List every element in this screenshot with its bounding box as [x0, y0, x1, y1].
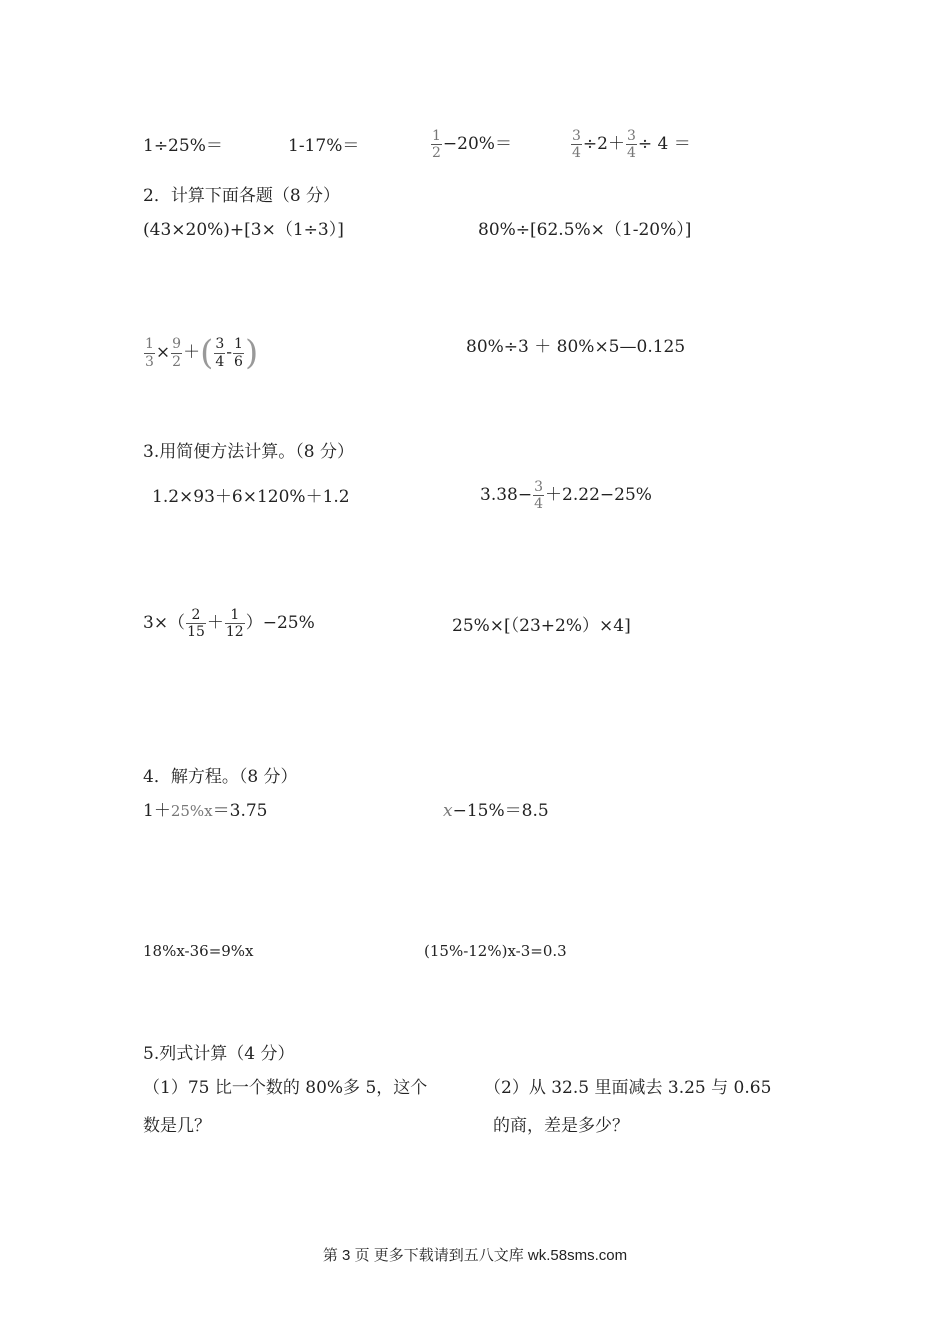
fraction: $\frac{3}{4}$	[534, 479, 544, 513]
section-2-problem-1: (43×20%)+[3×（1÷3）]	[143, 220, 344, 240]
fraction: $\frac{1}{3}$	[145, 336, 154, 370]
section-5-title: 5.列式计算（4 分）	[143, 1044, 295, 1064]
page-footer: 第 3 页 更多下载请到五八文库 wk.58sms.com	[322, 1247, 628, 1264]
section-2-problem-2: 80%÷[62.5%×（1-20%）]	[478, 220, 692, 240]
section-4-title: 4．解方程。（8 分）	[143, 767, 298, 787]
fraction: $\frac{3}{4}$	[572, 128, 581, 162]
fraction: $\frac{1}{2}$	[432, 128, 441, 162]
section-5-question-1-line-2: 数是几？	[143, 1116, 211, 1136]
problem-1-d: $\frac{3}{4}$ ÷2＋ $\frac{3}{4}$ ÷ 4 ＝	[572, 128, 691, 162]
section-5-question-1-line-1: （1）75 比一个数的 80%多 5，这个	[143, 1078, 428, 1098]
section-3-problem-2: 3.38− $\frac{3}{4}$ ＋2.22−25%	[480, 479, 652, 513]
section-2-problem-3: $\frac{1}{3}$ × $\frac{9}{2}$ ＋( $\frac{3}{4}$ - $\frac{1}{6}$ )	[145, 333, 259, 373]
fraction: $\frac{1}{12}$	[225, 607, 244, 641]
right-paren: )	[244, 333, 259, 373]
section-3-title: 3.用简便方法计算。（8 分）	[143, 442, 354, 462]
section-5-question-2-line-1: （2）从 32.5 里面减去 3.25 与 0.65	[484, 1078, 772, 1098]
fraction: $\frac{1}{6}$	[234, 336, 243, 370]
section-4-problem-4: (15%-12%)x-3=0.3	[424, 942, 567, 960]
section-4-problem-1: 1＋25%x＝3.75	[143, 801, 268, 821]
section-2-problem-4: 80%÷3 ＋ 80%×5—0.125	[466, 337, 686, 357]
problem-1-a: 1÷25%＝	[143, 136, 223, 156]
section-3-problem-1: 1.2×93＋6×120%＋1.2	[152, 487, 350, 507]
problem-1-b: 1-17%＝	[288, 136, 360, 156]
section-4-problem-3: 18%x-36=9%x	[143, 942, 254, 960]
fraction: $\frac{3}{4}$	[626, 128, 636, 162]
fraction: $\frac{2}{15}$	[187, 607, 205, 641]
section-3-problem-3: 3×（ $\frac{2}{15}$ ＋ $\frac{1}{12}$ ）−25%	[143, 607, 315, 641]
section-5-question-2-line-2: 的商，差是多少？	[493, 1116, 629, 1136]
left-paren: (	[200, 333, 214, 373]
problem-1-c: $\frac{1}{2}$ −20%＝	[432, 128, 512, 162]
fraction: $\frac{9}{2}$	[172, 336, 182, 370]
fraction: $\frac{3}{4}$	[215, 336, 225, 370]
section-3-problem-4: 25%×[（23+2%）×4]	[452, 616, 631, 636]
section-4-problem-2: x−15%＝8.5	[443, 801, 549, 821]
section-2-title: 2．计算下面各题（8 分）	[143, 186, 341, 206]
